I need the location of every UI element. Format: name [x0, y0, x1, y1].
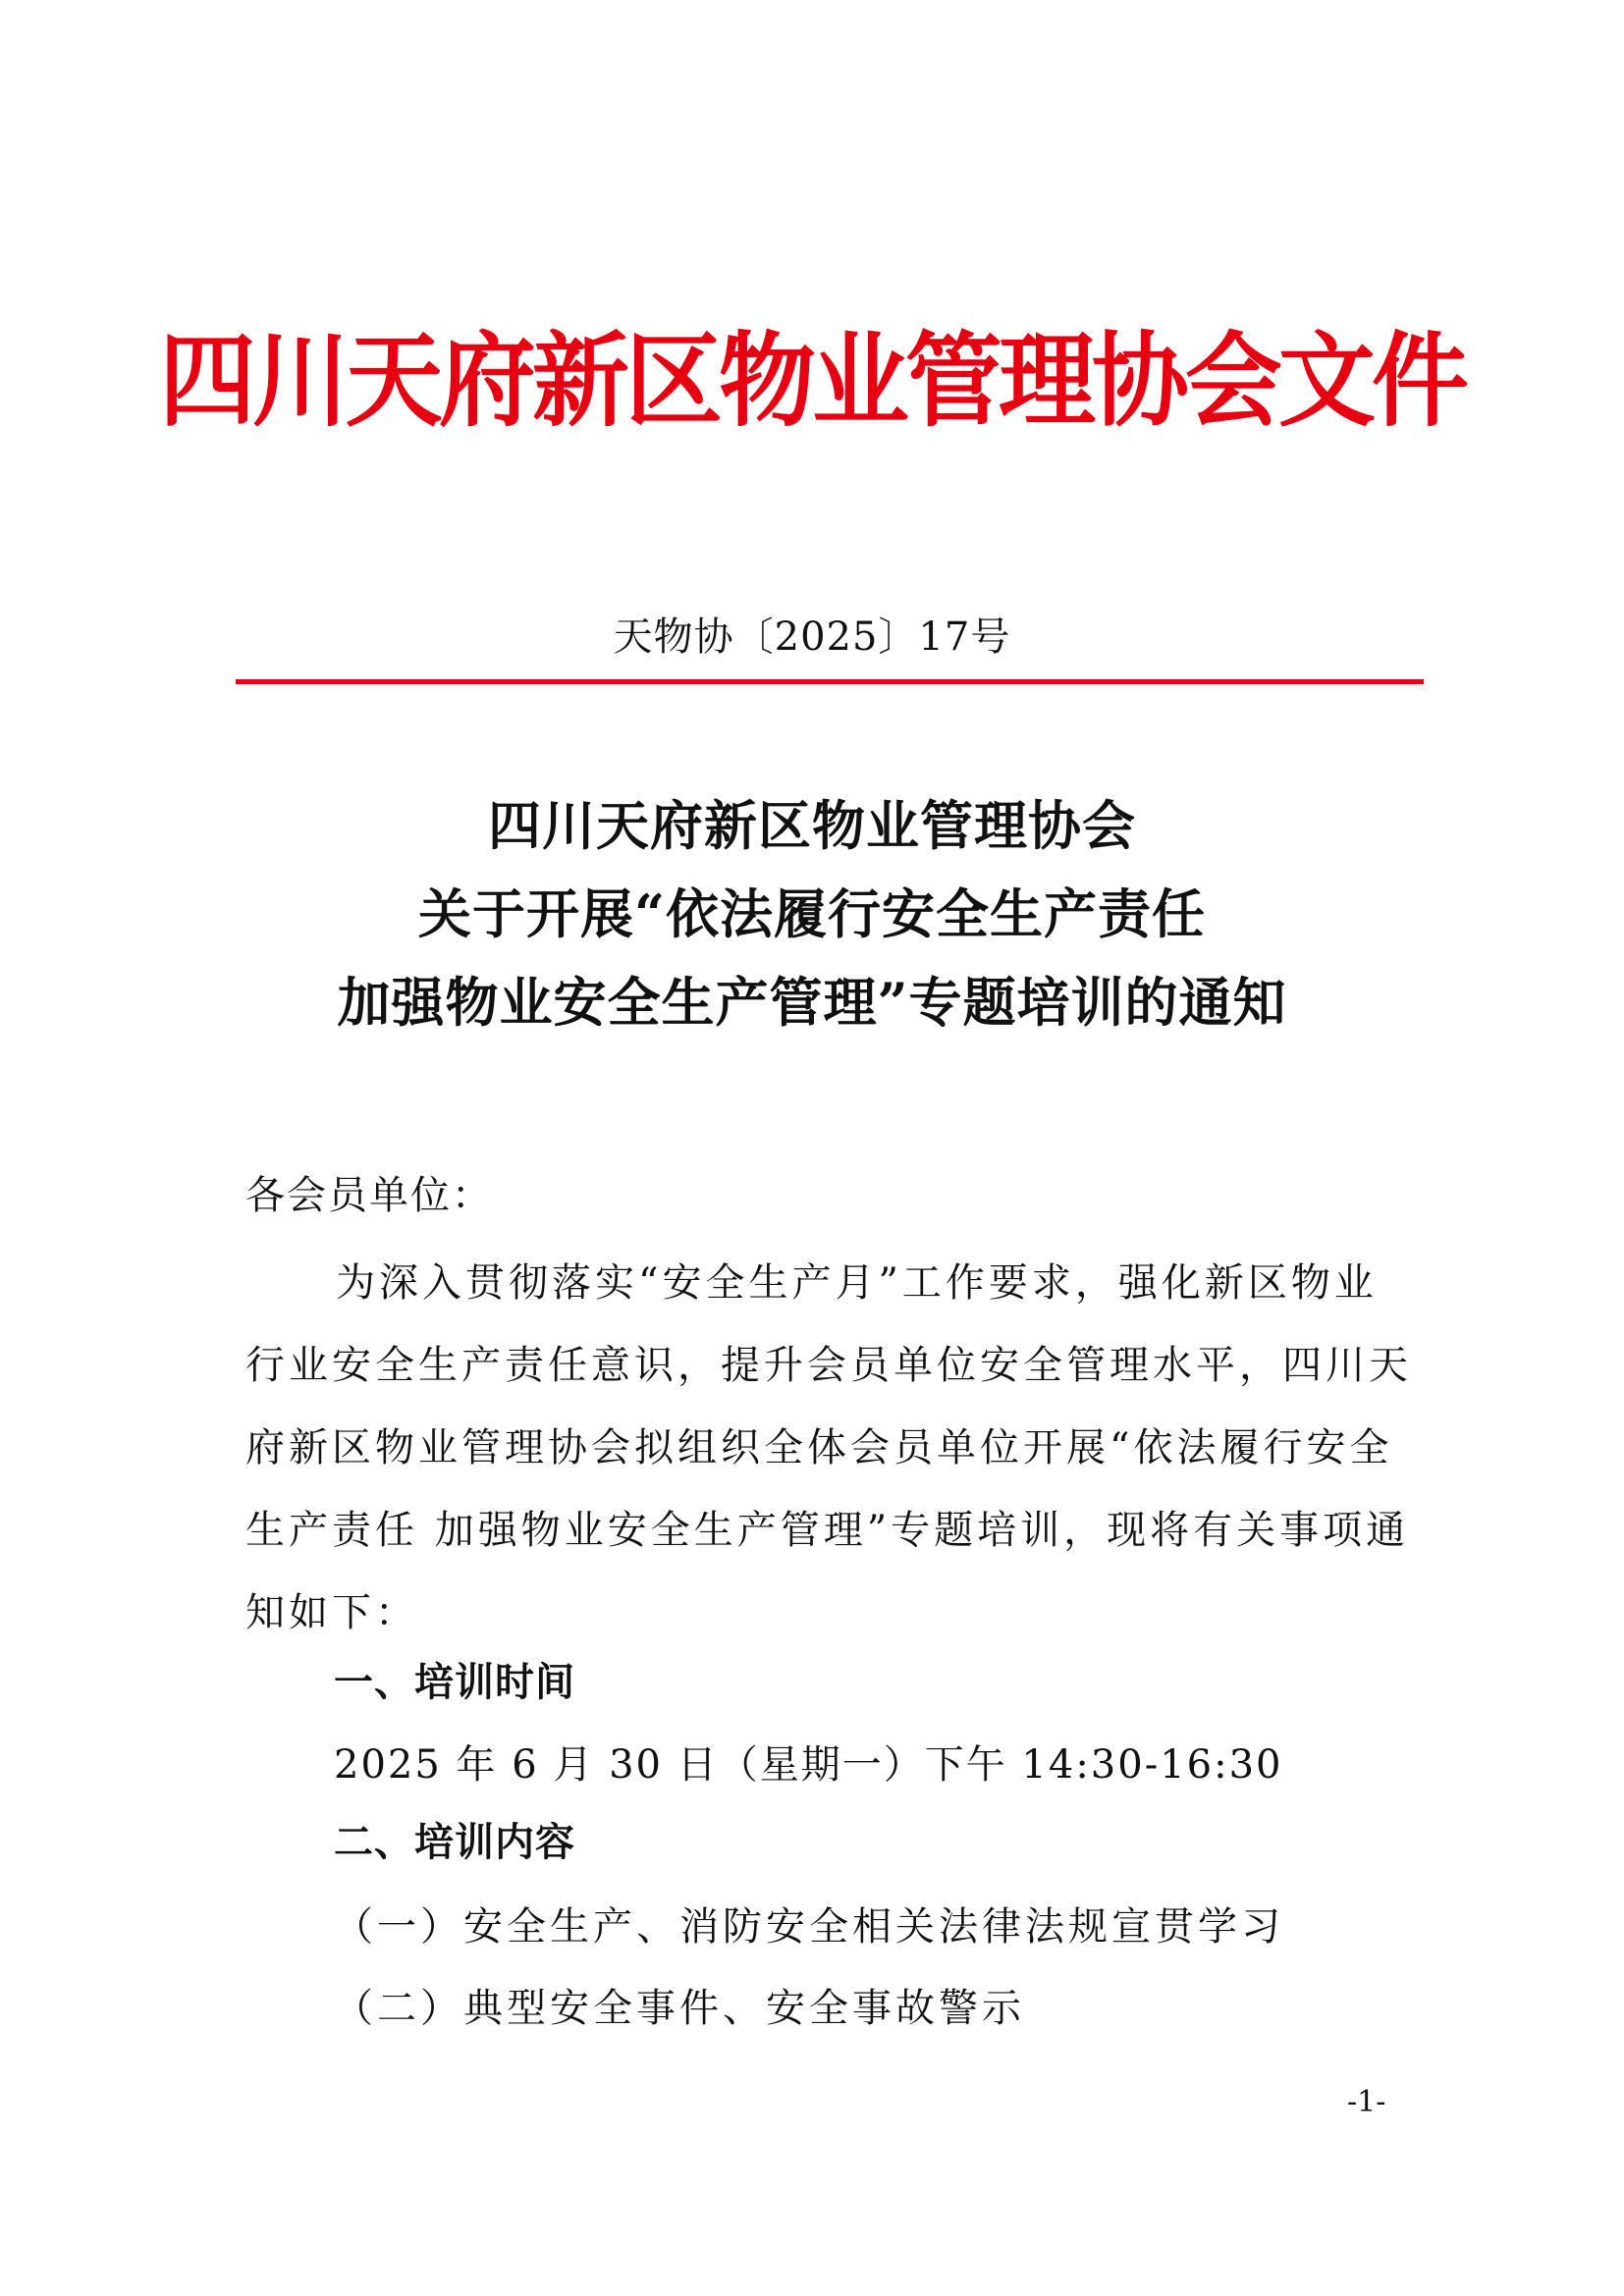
paragraph-line: 为深入贯彻落实“安全生产月”工作要求，强化新区物业 [336, 1260, 1378, 1306]
title-line: 加强物业安全生产管理”专题培训的通知 [337, 971, 1287, 1034]
paragraph-line: 行业安全生产责任意识，提升会员单位安全管理水平，四川天 [245, 1343, 1412, 1388]
title-line: 四川天府新区物业管理协会 [488, 794, 1136, 857]
salutation: 各会员单位： [245, 1173, 493, 1218]
content-item: （二）典型安全事件、安全事故警示 [334, 1986, 1025, 2031]
red-divider-line [236, 679, 1424, 684]
document-masthead: 四川天府新区物业管理协会文件 [158, 320, 1465, 441]
notice-title [0, 781, 1624, 1046]
title-line: 关于开展“依法履行安全生产责任 [417, 882, 1207, 945]
paragraph-line: 知如下： [245, 1590, 418, 1635]
training-time: 2025 年 6 月 30 日（星期一）下午 14:30-16:30 [334, 1742, 1283, 1788]
paragraph-line: 府新区物业管理协会拟组织全体会员单位开展“依法履行安全 [245, 1425, 1393, 1470]
intro-paragraph [245, 1242, 1420, 1654]
document-number: 天物协〔2025〕17号 [613, 614, 1011, 660]
paragraph-line: 生产责任 加强物业安全生产管理”专题培训，现将有关事项通 [245, 1508, 1410, 1553]
page-number: -1- [1347, 2085, 1386, 2119]
section-heading-content: 二、培训内容 [334, 1819, 575, 1865]
content-item: （一）安全生产、消防安全相关法律法规宣贯学习 [334, 1904, 1284, 1949]
section-heading-time: 一、培训时间 [334, 1659, 575, 1705]
